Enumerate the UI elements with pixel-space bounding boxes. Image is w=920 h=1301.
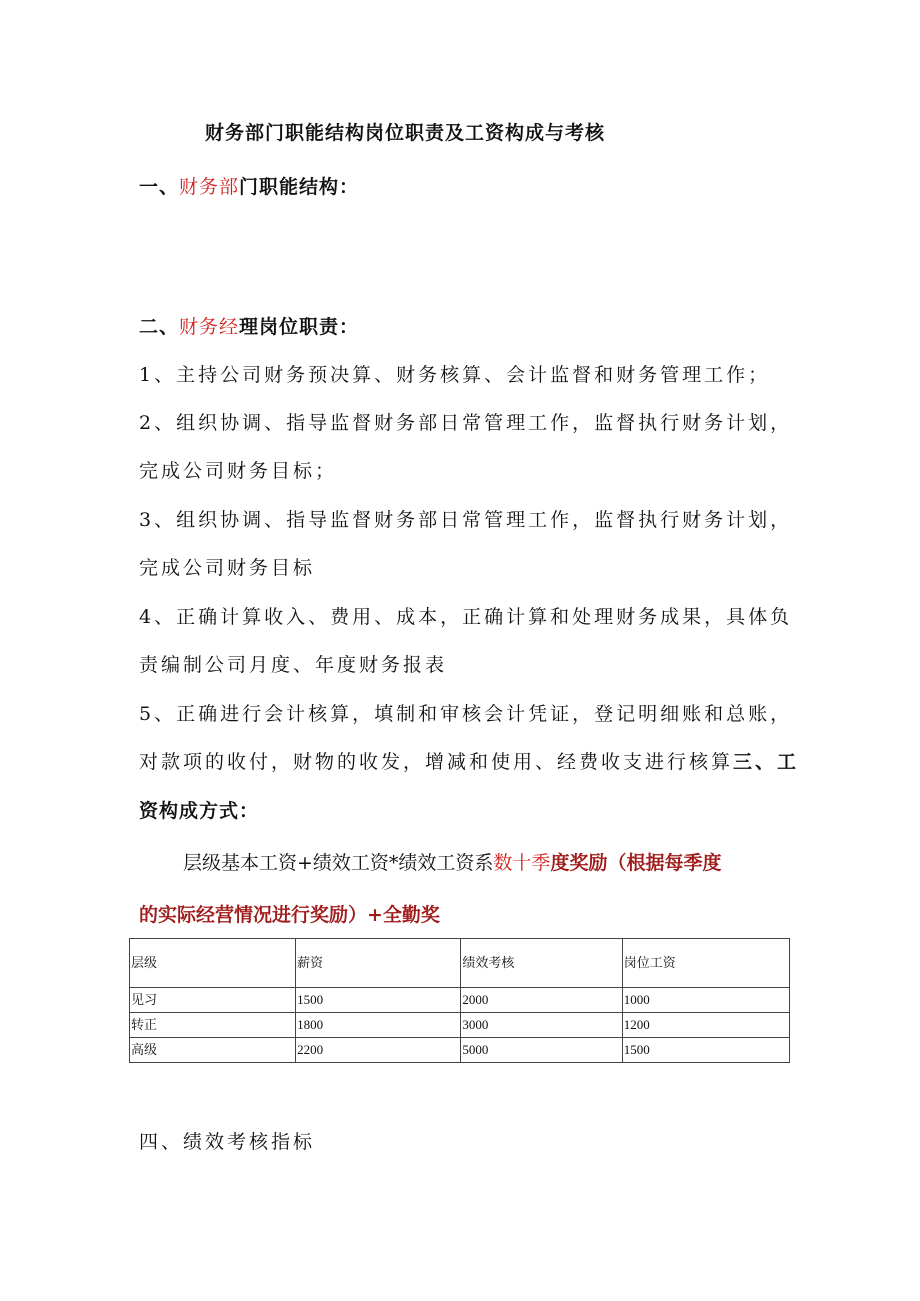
cell-performance: 3000 <box>461 1013 622 1038</box>
cell-level: 见习 <box>130 988 296 1013</box>
duty-5-line-2-text: 对款项的收付，财物的收发，增减和使用、经费收支进行核算 <box>139 751 734 773</box>
duty-4-line-1: 4、正确计算收入、费用、成本，正确计算和处理财务成果，具体负 <box>139 606 793 628</box>
cell-performance: 5000 <box>461 1038 622 1063</box>
formula-part-3: 度奖励（根据每季度 <box>550 852 722 874</box>
duty-2-line-1: 2、组织协调、指导监督财务部日常管理工作，监督执行财务计划， <box>139 412 793 434</box>
section-3-heading-start: 三、工 <box>733 751 800 773</box>
document-title: 财务部门职能结构岗位职责及工资构成与考核 <box>205 122 606 144</box>
formula-part-1: 层级基本工资+绩效工资*绩效工资系 <box>183 852 494 874</box>
table-row <box>130 988 790 1013</box>
cell-position-pay: 1000 <box>622 988 789 1013</box>
duty-1-line-1: 1、主持公司财务预决算、财务核算、会计监督和财务管理工作； <box>139 364 771 386</box>
header-performance: 绩效考核 <box>461 939 622 988</box>
duty-2-line-2: 完成公司财务目标； <box>139 460 338 482</box>
cell-performance: 2000 <box>461 988 622 1013</box>
duty-3-line-2: 完成公司财务目标 <box>139 557 316 579</box>
cell-position-pay: 1200 <box>622 1013 789 1038</box>
section-2-red-text: 财务经 <box>179 316 240 338</box>
section-3-heading-end: 资构成方式： <box>139 800 260 822</box>
section-1-rest: 门职能结构： <box>239 176 360 198</box>
cell-salary: 1800 <box>296 1013 461 1038</box>
salary-formula-line-2: 的实际经营情况进行奖励）+全勤奖 <box>139 904 440 926</box>
table-row <box>130 1013 790 1038</box>
table-row <box>130 1038 790 1063</box>
section-2-heading <box>139 312 359 339</box>
cell-level: 高级 <box>130 1038 296 1063</box>
section-1-heading <box>139 172 359 199</box>
section-2-prefix: 二、 <box>139 316 180 338</box>
header-level: 层级 <box>130 939 296 988</box>
duty-3-line-1: 3、组织协调、指导监督财务部日常管理工作，监督执行财务计划， <box>139 509 793 531</box>
duty-4-line-2: 责编制公司月度、年度财务报表 <box>139 654 448 676</box>
header-position-pay: 岗位工资 <box>622 939 789 988</box>
salary-formula-line-1 <box>183 848 721 875</box>
section-1-prefix: 一、 <box>139 176 180 198</box>
section-1-red-text: 财务部 <box>179 176 240 198</box>
cell-level: 转正 <box>130 1013 296 1038</box>
formula-part-2: 数十季 <box>493 852 551 874</box>
duty-5-line-2 <box>139 747 799 774</box>
cell-salary: 1500 <box>296 988 461 1013</box>
header-salary: 薪资 <box>296 939 461 988</box>
section-4-heading: 四、绩效考核指标 <box>139 1131 316 1153</box>
section-2-rest: 理岗位职责： <box>239 316 360 338</box>
salary-table <box>129 938 790 1063</box>
cell-position-pay: 1500 <box>622 1038 789 1063</box>
cell-salary: 2200 <box>296 1038 461 1063</box>
table-header-row <box>130 939 790 988</box>
duty-5-line-1: 5、正确进行会计核算，填制和审核会计凭证，登记明细账和总账， <box>139 703 793 725</box>
